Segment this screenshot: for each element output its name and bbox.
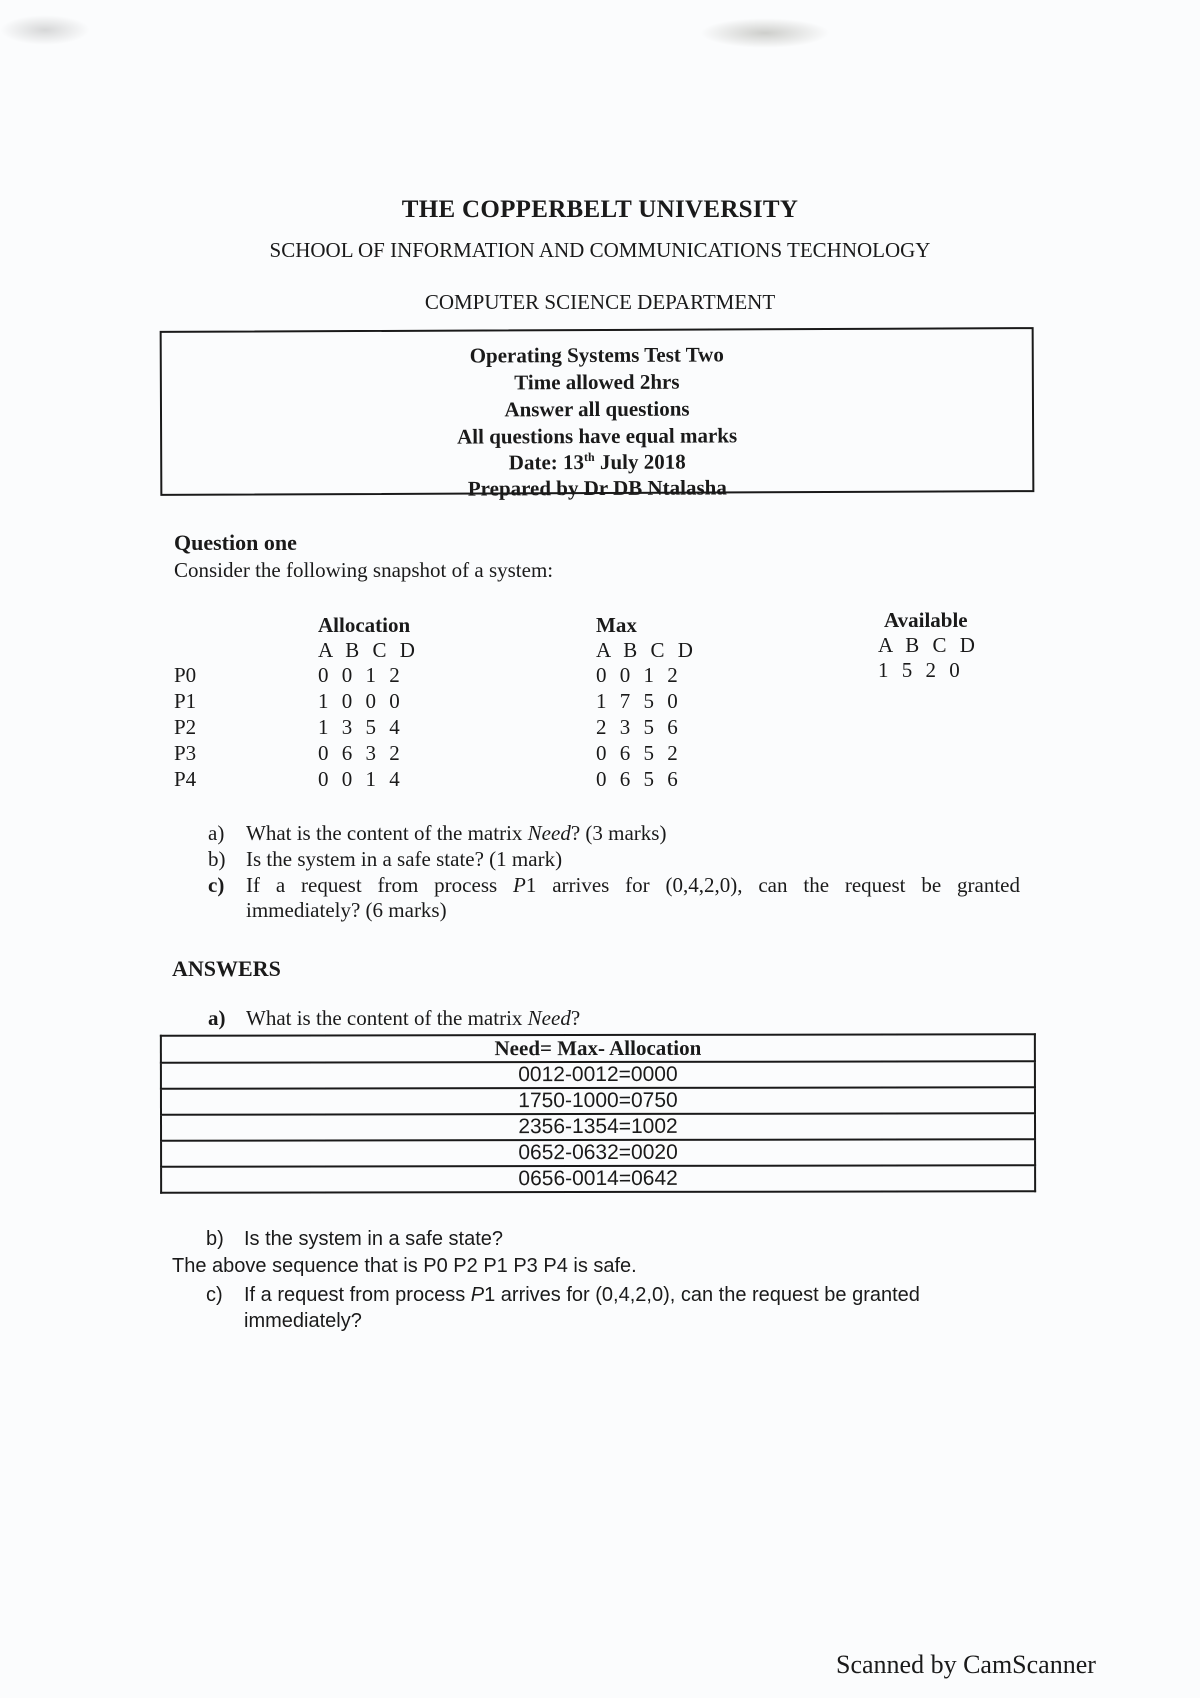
test-info-box [160,327,1035,501]
allocation-header: Allocation [318,613,411,637]
table-row: 0012-0012=0000 [161,1061,1035,1089]
max-row: 2 3 5 6 [596,715,682,739]
max-row: 0 0 1 2 [596,663,682,687]
allocation-row: 1 0 0 0 [318,689,404,713]
need-matrix-table [160,1033,1036,1194]
process-name: P1 [174,689,197,713]
max-row: 0 6 5 6 [596,767,682,791]
question-part-b: b) Is the system in a safe state? (1 mark) [208,847,563,871]
allocation-row: 0 0 1 2 [318,663,404,687]
question-title: Question one [174,530,297,555]
question-intro: Consider the following snapshot of a system: [174,558,554,582]
table-row: 1750-1000=0750 [161,1087,1035,1115]
marks-note: All questions have equal marks [457,423,738,449]
max-row: 1 7 5 0 [596,689,682,713]
table-row: 0652-0632=0020 [161,1139,1035,1167]
table-row: 2356-1354=1002 [161,1113,1035,1141]
time-allowed: Time allowed 2hrs [514,369,680,395]
instruction: Answer all questions [504,396,690,422]
available-resources: A B C D [878,633,979,657]
test-date: Date: 13th July 2018 [508,449,686,475]
prepared-by: Prepared by Dr DB Ntalasha [467,475,727,501]
process-name: P2 [174,715,197,739]
answer-part-c-line2: immediately? [244,1310,362,1332]
allocation-row: 1 3 5 4 [318,715,404,739]
max-header: Max [596,613,637,637]
allocation-row: 0 6 3 2 [318,741,404,765]
answer-part-a: a) What is the content of the matrix Need? [208,1006,581,1030]
process-name: P4 [174,767,197,791]
test-name: Operating Systems Test Two [469,342,724,368]
answer-part-b-response: The above sequence that is P0 P2 P1 P3 P4 is safe. [172,1255,637,1277]
process-name: P0 [174,663,197,687]
table-row: 0656-0014=0642 [161,1165,1035,1193]
table-header: Need= Max- Allocation [161,1034,1035,1063]
process-name: P3 [174,741,197,765]
university-title: THE COPPERBELT UNIVERSITY [401,196,799,223]
answer-part-b: b) Is the system in a safe state? [206,1228,504,1250]
available-header: Available [884,608,968,632]
question-part-c: c) If a request from process P1 arrives for (0,4,2,0), can the request be granted immediately? (6 marks) [208,873,1020,922]
scanner-watermark: Scanned by CamScanner [836,1650,1096,1679]
question-part-a: a) What is the content of the matrix Need? (3 marks) [208,821,667,845]
school-title: SCHOOL OF INFORMATION AND COMMUNICATIONS TECHNOLOGY [269,238,931,262]
available-row: 1 5 2 0 [878,658,964,682]
allocation-resources: A B C D [318,638,419,662]
max-row: 0 6 5 2 [596,741,682,765]
allocation-row: 0 0 1 4 [318,767,404,791]
answer-part-c: c) If a request from process P1 arrives for (0,4,2,0), can the request be granted [206,1284,920,1306]
scan-smudge [0,15,90,45]
department-title: COMPUTER SCIENCE DEPARTMENT [424,290,776,314]
answers-heading: ANSWERS [172,956,281,981]
scan-smudge [700,18,830,48]
max-resources: A B C D [596,638,697,662]
